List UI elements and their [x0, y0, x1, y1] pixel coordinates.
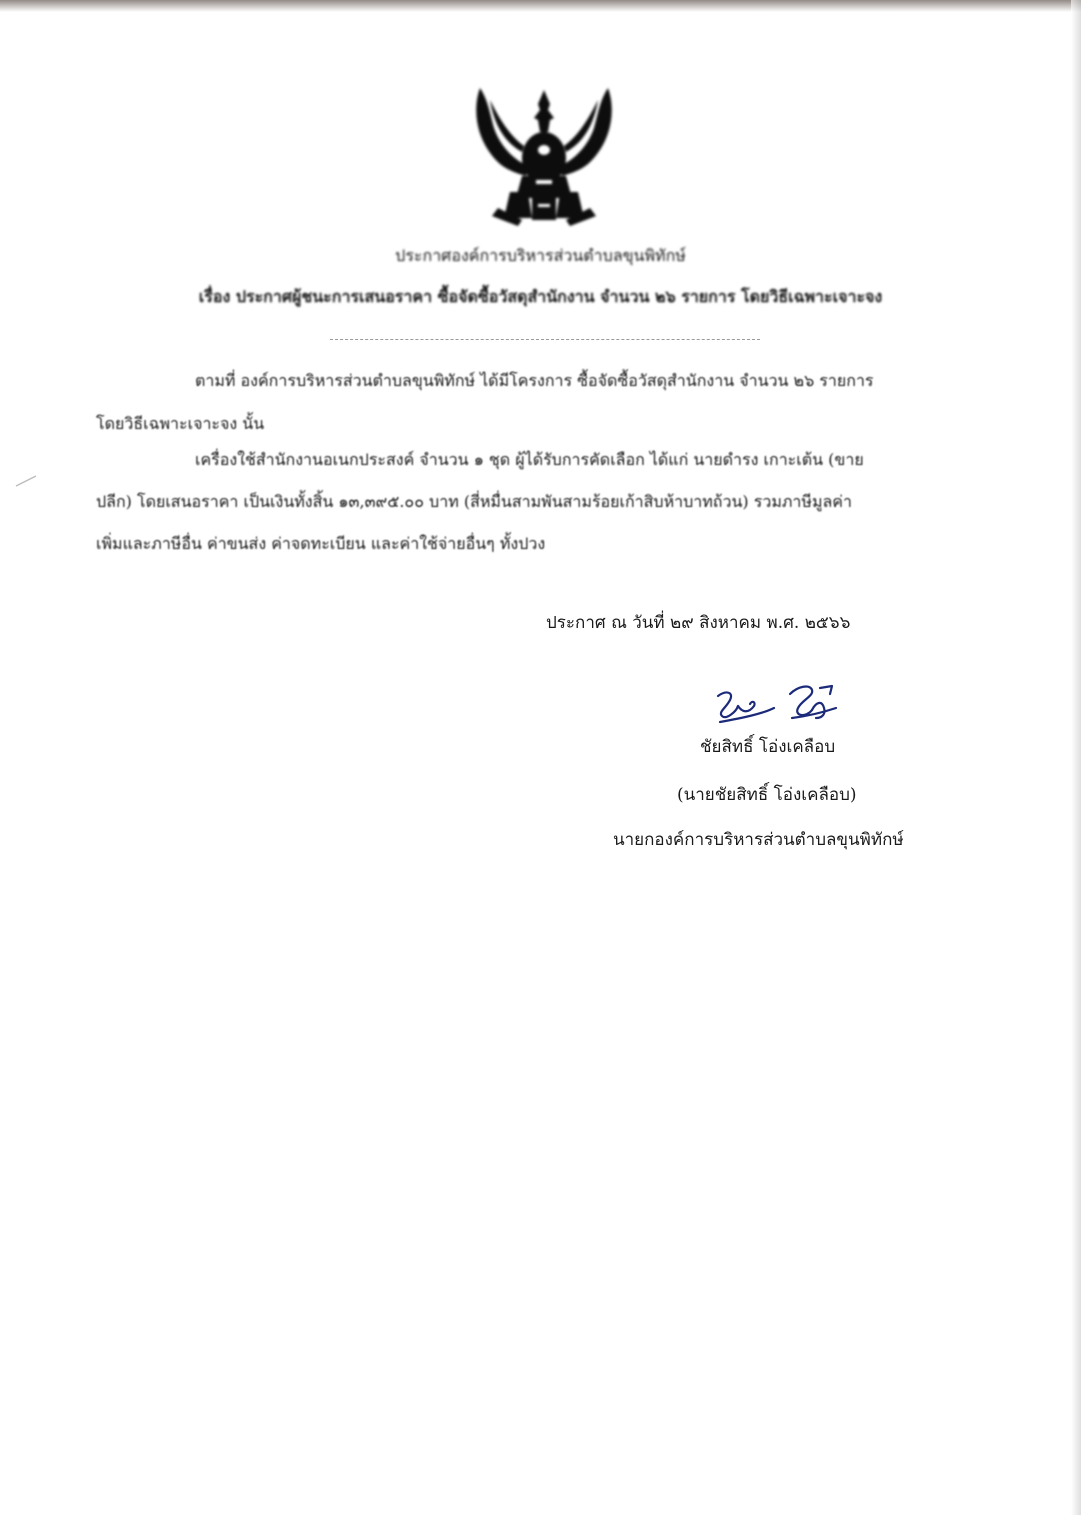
- header-divider: [330, 339, 760, 340]
- body-line-4: ปลีก) โดยเสนอราคา เป็นเงินทั้งสิ้น ๑๓,๓๙๕.๐๐ บาท (สี่หมื่นสามพันสามร้อยเก้าสิบห้าบาทถ้วน) รวมภาษีมูลค่า: [96, 492, 852, 511]
- header-subject: เรื่อง ประกาศผู้ชนะการเสนอราคา ซื้อจัดซื้อวัสดุสำนักงาน จำนวน ๒๖ รายการ โดยวิธีเฉพาะเจาะจง: [198, 287, 883, 306]
- body-line-2: โดยวิธีเฉพาะเจาะจง นั้น: [96, 414, 265, 433]
- stray-mark: [14, 474, 38, 488]
- body-line-3: เครื่องใช้สำนักงานอเนกประสงค์ จำนวน ๑ ชุด ผู้ได้รับการคัดเลือก ได้แก่ นายดำรง เกาะเต้น (ขาย: [195, 450, 864, 469]
- signatory-position: นายกองค์การบริหารส่วนตำบลขุนพิทักษ์: [613, 830, 904, 850]
- header-organization: ประกาศองค์การบริหารส่วนตำบลขุนพิทักษ์: [395, 246, 686, 265]
- paper-edge-top: [0, 0, 1081, 12]
- paper-edge-right: [1071, 0, 1081, 1515]
- body-line-5: เพิ่มและภาษีอื่น ค่าขนส่ง ค่าจดทะเบียน และค่าใช้จ่ายอื่นๆ ทั้งปวง: [96, 534, 546, 553]
- announcement-date: ประกาศ ณ วันที่ ๒๙ สิงหาคม พ.ศ. ๒๕๖๖: [546, 613, 851, 633]
- handwritten-signature: [712, 682, 842, 726]
- signatory-full-name: (นายชัยสิทธิ์ โอ่งเคลือบ): [677, 785, 857, 805]
- body-line-1: ตามที่ องค์การบริหารส่วนตำบลขุนพิทักษ์ ได้มีโครงการ ซื้อจัดซื้อวัสดุสำนักงาน จำนวน ๒๖ รายการ: [195, 371, 874, 390]
- garuda-emblem-icon: [470, 80, 618, 230]
- signed-name: ชัยสิทธิ์ โอ่งเคลือบ: [700, 737, 836, 757]
